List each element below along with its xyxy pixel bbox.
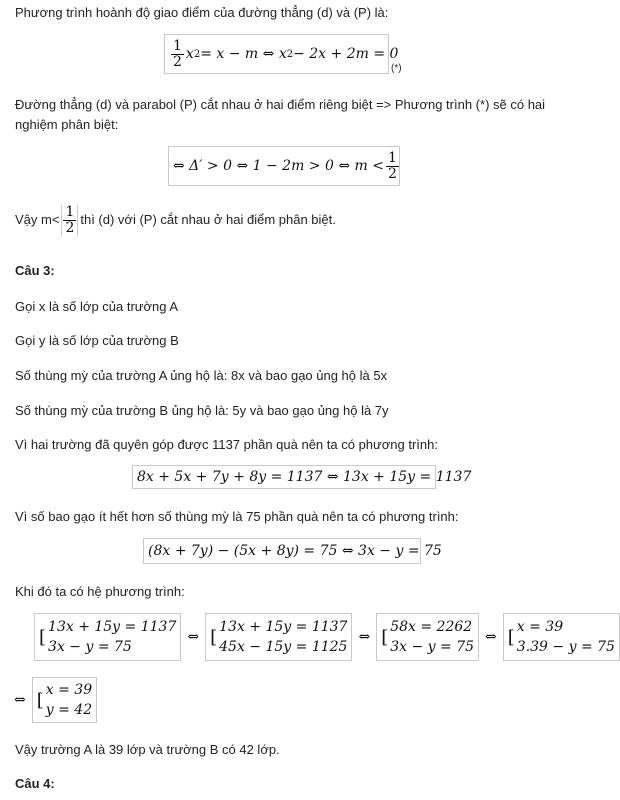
equivalence-symbol: ⇔	[187, 629, 200, 645]
text-conclusion-m: Vậy m< $\frac{1}{2}$ thì (d) với (P) cắt nhau ở hai điểm phân biệt.	[15, 203, 336, 236]
equation-3: 8x + 5x + 7y + 8y = 1137 ⇔ 13x + 15y = 1137	[132, 465, 436, 489]
heading-cau-4: Câu 4:	[15, 776, 55, 791]
equation-1: $\frac{1}{2}$ x 2 = x − m ⇔ x 2 − 2x + 2m = 0	[164, 34, 389, 74]
text-condition-line-2: nghiệm phân biệt:	[15, 117, 119, 132]
equivalence-symbol: ⇔	[358, 629, 371, 645]
equivalence-symbol: ⇔	[14, 692, 26, 708]
text-final-answer: Vậy trường A là 39 lớp và trường B có 42 lớp.	[15, 742, 280, 757]
text-condition-line-1: Đường thẳng (d) và parabol (P) cắt nhau ở hai điểm riêng biệt => Phương trình (*) sẽ có hai	[15, 97, 546, 112]
fraction-half: $\frac{1}{2}$	[387, 149, 397, 182]
text-let-y: Gọi y là số lớp của trường B	[15, 333, 179, 348]
inline-fraction-half: $\frac{1}{2}$	[61, 205, 78, 236]
system-3: [ 58x = 2262 3x − y = 75	[376, 613, 479, 661]
text-difference: Vì số bao gạo ít hết hơn số thùng mỳ là 75 phần quà nên ta có phương trình:	[15, 509, 459, 524]
system-5: [ x = 39 y = 42	[32, 677, 97, 723]
system-row-1	[34, 612, 620, 662]
text-system-intro: Khi đó ta có hệ phương trình:	[15, 584, 185, 599]
equation-4: (8x + 7y) − (5x + 8y) = 75 ⇔ 3x − y = 75	[143, 538, 421, 564]
equivalence-symbol: ⇔	[485, 629, 497, 645]
text-school-b: Số thùng mỳ của trường B ủng hộ là: 5y và bao gạo ủng hộ là 7y	[15, 403, 389, 418]
system-4: [ x = 39 3.39 − y = 75	[503, 613, 620, 661]
heading-cau-3: Câu 3:	[15, 263, 55, 278]
text-intersection-equation-intro: Phương trình hoành độ giao điểm của đường thẳng (d) và (P) là:	[15, 5, 389, 20]
system-2: [ 13x + 15y = 1137 45x − 15y = 1125	[205, 613, 352, 661]
text-total-gifts: Vì hai trường đã quyên góp được 1137 phần quà nên ta có phương trình:	[15, 437, 438, 452]
fraction-half: $\frac{1}{2}$	[173, 37, 182, 70]
system-row-2	[14, 676, 97, 724]
equation-label-star: (*)	[391, 63, 402, 74]
text-school-a: Số thùng mỳ của trường A ủng hộ là: 8x và bao gạo ủng hộ là 5x	[15, 368, 388, 383]
equation-2: ⇔ Δ′ > 0 ⇔ 1 − 2m > 0 ⇔ m < $\frac{1}{2}$	[168, 146, 400, 186]
system-1: [ 13x + 15y = 1137 3x − y = 75	[34, 613, 181, 661]
text-let-x: Gọi x là số lớp của trường A	[15, 299, 179, 314]
